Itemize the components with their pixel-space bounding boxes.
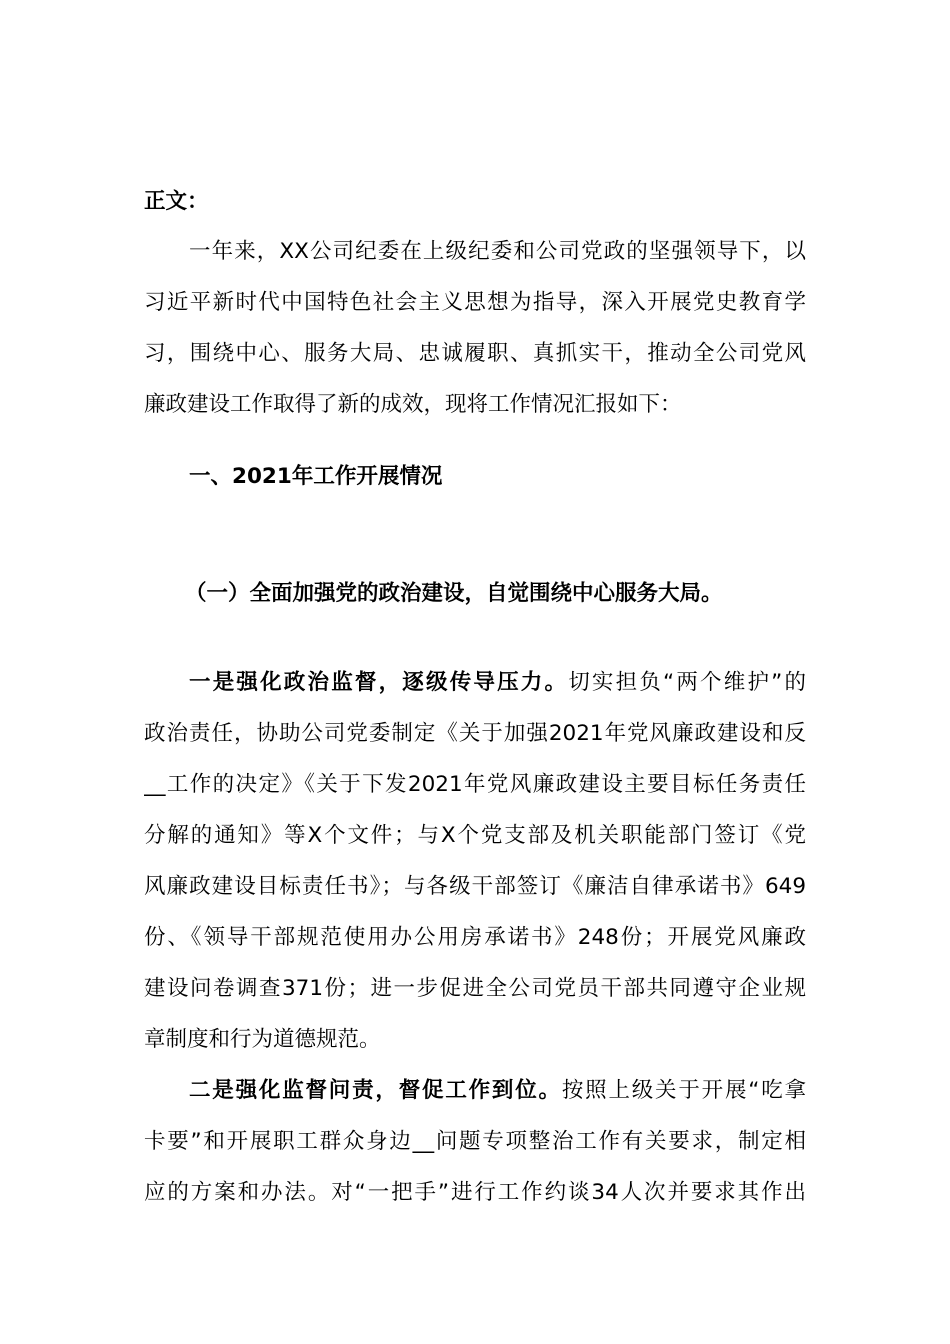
p2-first-rest: 按照上级关于开展“吃拿 [561,1078,806,1103]
intro-line-4: 廉政建设工作取得了新的成效，现将工作情况汇报如下： [144,392,682,417]
p1-line-4: 分解的通知》等X个文件；与X个党支部及机关职能部门签订《党 [144,823,806,848]
intro-line-3: 习，围绕中心、服务大局、忠诚履职、真抓实干，推动全公司党风 [144,341,806,366]
p2-lead: 二是强化监督问责，督促工作到位。 [189,1078,562,1103]
p1-first-rest: 切实担负“两个维护”的 [568,670,806,695]
p1-line-2: 政治责任，协助公司党委制定《关于加强2021年党风廉政建设和反 [144,721,806,746]
section-heading-1: 一、2021年工作开展情况 [189,464,443,489]
p1-first-line [189,667,806,699]
p1-line-7: 建设问卷调查371份；进一步促进全公司党员干部共同遵守企业规 [144,976,806,1001]
p1-line-8: 章制度和行为道德规范。 [144,1027,381,1052]
p1-lead: 一是强化政治监督，逐级传导压力。 [189,670,569,695]
label-zhengwen: 正文： [144,189,209,214]
p1-line-5: 风廉政建设目标责任书》；与各级干部签订《廉洁自律承诺书》649 [144,874,806,899]
p1-line-6: 份、《领导干部规范使用办公用房承诺书》248份；开展党风廉政 [144,925,806,950]
intro-line-2: 习近平新时代中国特色社会主义思想为指导，深入开展党史教育学 [144,290,806,315]
intro-line-1: 一年来，XX公司纪委在上级纪委和公司党政的坚强领导下，以 [189,239,806,264]
p2-line-2: 卡要”和开展职工群众身边__问题专项整治工作有关要求，制定相 [144,1129,806,1154]
p1-line-3: __工作的决定》《关于下发2021年党风廉政建设主要目标任务责任 [144,772,806,797]
section-heading-2: （一）全面加强党的政治建设，自觉围绕中心服务大局。 [185,581,723,606]
p2-line-3: 应的方案和办法。对“一把手”进行工作约谈34人次并要求其作出 [144,1180,806,1205]
p2-first-line [189,1075,806,1107]
